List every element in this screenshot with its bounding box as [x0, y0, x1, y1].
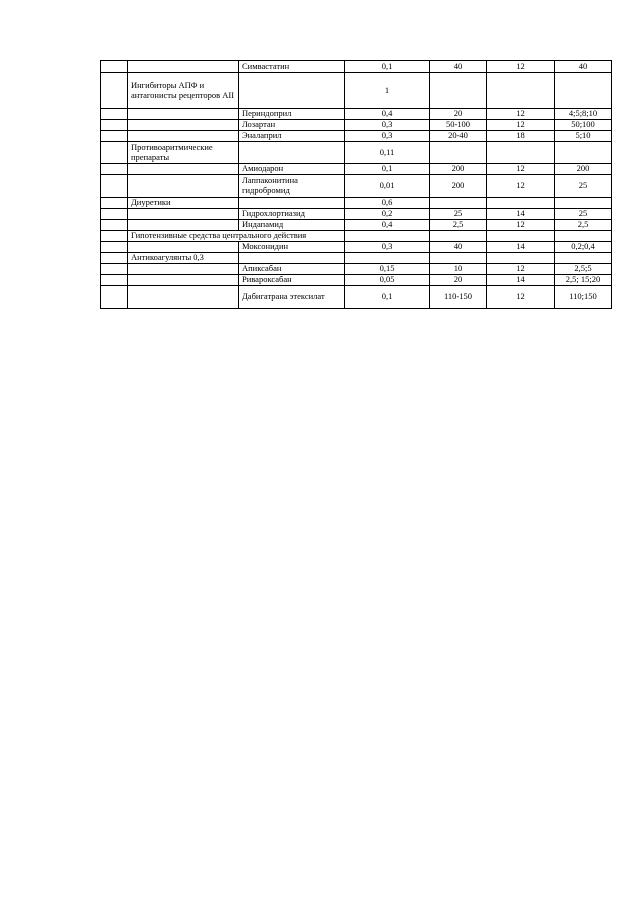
- group-cell: [128, 275, 239, 286]
- value-cell: 25: [555, 209, 612, 220]
- group-cell: [128, 286, 239, 309]
- value-cell: 12: [487, 164, 555, 175]
- value-cell: 12: [487, 264, 555, 275]
- value-cell: 200: [555, 164, 612, 175]
- value-cell: 12: [487, 175, 555, 198]
- value-cell: [555, 73, 612, 109]
- value-cell: [487, 231, 555, 242]
- table-cell: [101, 264, 128, 275]
- drug-cell: Апиксабан: [239, 264, 345, 275]
- table-cell: [101, 164, 128, 175]
- table-cell: [101, 198, 128, 209]
- group-cell: [128, 242, 239, 253]
- table-cell: [101, 286, 128, 309]
- table-row: [101, 253, 612, 264]
- value-cell: 200: [430, 164, 487, 175]
- value-cell: [345, 231, 430, 242]
- value-cell: 14: [487, 242, 555, 253]
- value-cell: [345, 253, 430, 264]
- table-row: [101, 198, 612, 209]
- value-cell: 0,1: [345, 164, 430, 175]
- table-row: [101, 231, 612, 242]
- table-row: [101, 164, 612, 175]
- value-cell: 5;10: [555, 131, 612, 142]
- group-cell: [128, 109, 239, 120]
- value-cell: 14: [487, 209, 555, 220]
- value-cell: 0,05: [345, 275, 430, 286]
- value-cell: 2,5;5: [555, 264, 612, 275]
- drug-cell: Лозартан: [239, 120, 345, 131]
- value-cell: 0,2: [345, 209, 430, 220]
- value-cell: 0,3: [345, 242, 430, 253]
- table-cell: [101, 242, 128, 253]
- value-cell: [487, 198, 555, 209]
- drug-cell: Лаппаконитина гидробромид: [239, 175, 345, 198]
- group-cell: [128, 175, 239, 198]
- value-cell: 50-100: [430, 120, 487, 131]
- value-cell: 40: [430, 242, 487, 253]
- table-cell: [101, 175, 128, 198]
- table-row: [101, 131, 612, 142]
- value-cell: 12: [487, 286, 555, 309]
- group-cell: [128, 220, 239, 231]
- table-cell: [101, 73, 128, 109]
- table-row: [101, 264, 612, 275]
- value-cell: 0,1: [345, 61, 430, 73]
- value-cell: 4;5;8;10: [555, 109, 612, 120]
- table-row: [101, 242, 612, 253]
- table-cell: [101, 209, 128, 220]
- value-cell: 2,5; 15;20: [555, 275, 612, 286]
- table-cell: [101, 275, 128, 286]
- value-cell: 0,4: [345, 109, 430, 120]
- table-row: [101, 286, 612, 309]
- value-cell: 10: [430, 264, 487, 275]
- value-cell: 20: [430, 275, 487, 286]
- table-cell: [101, 231, 128, 242]
- value-cell: 12: [487, 220, 555, 231]
- table-row: [101, 175, 612, 198]
- drug-cell: Дабигатрана этексилат: [239, 286, 345, 309]
- value-cell: 200: [430, 175, 487, 198]
- table-cell: [101, 109, 128, 120]
- value-cell: 0,4: [345, 220, 430, 231]
- drug-cell: [239, 253, 345, 264]
- value-cell: 50;100: [555, 120, 612, 131]
- table-row: [101, 275, 612, 286]
- value-cell: 40: [430, 61, 487, 73]
- value-cell: 2,5: [555, 220, 612, 231]
- value-cell: [487, 73, 555, 109]
- table-row: [101, 220, 612, 231]
- value-cell: 0,1: [345, 286, 430, 309]
- drug-cell: Периндоприл: [239, 109, 345, 120]
- value-cell: 2,5: [430, 220, 487, 231]
- value-cell: [487, 142, 555, 164]
- value-cell: [555, 231, 612, 242]
- drug-cell: [239, 73, 345, 109]
- table-cell: [101, 120, 128, 131]
- drug-table: [100, 60, 612, 309]
- drug-cell: Амиодарон: [239, 164, 345, 175]
- value-cell: [430, 73, 487, 109]
- table-cell: [101, 142, 128, 164]
- drug-cell: Ривароксабан: [239, 275, 345, 286]
- drug-cell: [239, 198, 345, 209]
- table-row: [101, 109, 612, 120]
- group-cell: Ингибиторы АПФ и антагонисты рецепторов АII: [128, 73, 239, 109]
- value-cell: 1: [345, 73, 430, 109]
- group-cell: [128, 61, 239, 73]
- drug-cell: [239, 142, 345, 164]
- value-cell: 25: [430, 209, 487, 220]
- group-cell: Гипотензивные средства центрального действия: [128, 231, 345, 242]
- value-cell: 18: [487, 131, 555, 142]
- value-cell: [487, 253, 555, 264]
- value-cell: 0,01: [345, 175, 430, 198]
- group-cell: [128, 131, 239, 142]
- group-cell: Противоаритмические препараты: [128, 142, 239, 164]
- table-row: [101, 209, 612, 220]
- value-cell: 20: [430, 109, 487, 120]
- group-cell: Диуретики: [128, 198, 239, 209]
- drug-cell: Гидрохлортиазид: [239, 209, 345, 220]
- value-cell: 110;150: [555, 286, 612, 309]
- value-cell: 12: [487, 120, 555, 131]
- value-cell: 0,3: [345, 131, 430, 142]
- table-row: [101, 61, 612, 73]
- drug-cell: Моксонидин: [239, 242, 345, 253]
- value-cell: 12: [487, 109, 555, 120]
- value-cell: 25: [555, 175, 612, 198]
- drug-cell: Эналаприл: [239, 131, 345, 142]
- group-cell: [128, 120, 239, 131]
- drug-cell: Симвастатин: [239, 61, 345, 73]
- value-cell: [430, 198, 487, 209]
- value-cell: [555, 198, 612, 209]
- group-cell: [128, 164, 239, 175]
- value-cell: 20-40: [430, 131, 487, 142]
- value-cell: [430, 231, 487, 242]
- value-cell: 110-150: [430, 286, 487, 309]
- value-cell: 12: [487, 61, 555, 73]
- group-cell: [128, 209, 239, 220]
- group-cell: [128, 264, 239, 275]
- table-row: [101, 73, 612, 109]
- table-row: [101, 120, 612, 131]
- drug-cell: Индапамид: [239, 220, 345, 231]
- value-cell: 0,11: [345, 142, 430, 164]
- table-cell: [101, 220, 128, 231]
- value-cell: 0,6: [345, 198, 430, 209]
- value-cell: [555, 142, 612, 164]
- value-cell: 0,15: [345, 264, 430, 275]
- value-cell: 0,2;0,4: [555, 242, 612, 253]
- value-cell: [555, 253, 612, 264]
- value-cell: [430, 253, 487, 264]
- table-cell: [101, 131, 128, 142]
- value-cell: 40: [555, 61, 612, 73]
- table-cell: [101, 61, 128, 73]
- table-cell: [101, 253, 128, 264]
- value-cell: 14: [487, 275, 555, 286]
- table-row: [101, 142, 612, 164]
- value-cell: 0,3: [345, 120, 430, 131]
- group-cell: Антикоагулянты 0,3: [128, 253, 239, 264]
- value-cell: [430, 142, 487, 164]
